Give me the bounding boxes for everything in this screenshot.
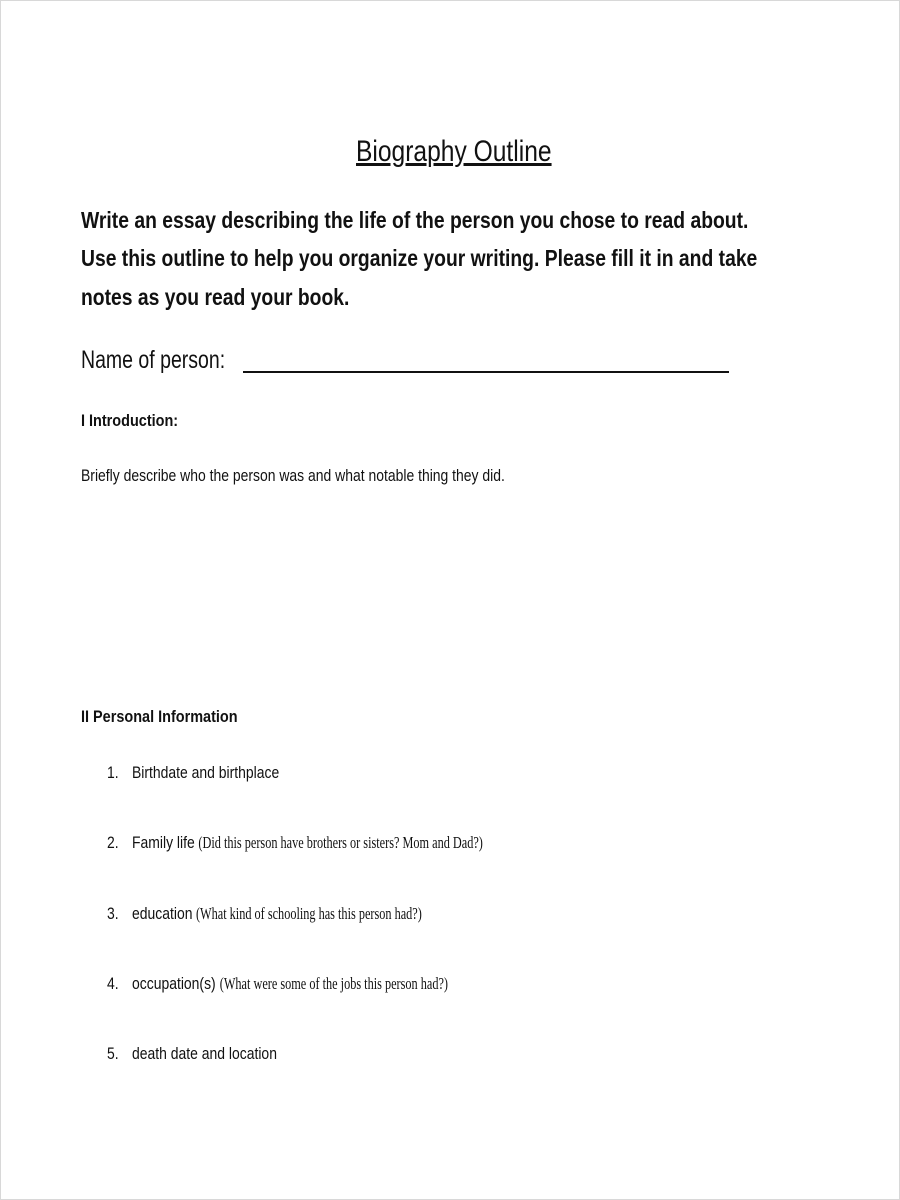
list-item: [132, 1044, 277, 1064]
list-number: 5.: [107, 1044, 119, 1063]
item-label: death date and location: [132, 1044, 277, 1063]
list-number: 3.: [107, 904, 119, 923]
list-item: [132, 833, 522, 853]
list-number: 4.: [107, 974, 119, 993]
instructions-line-2: Use this outline to help you organize your writing. Please fill it in and take: [81, 245, 758, 271]
page-title: Biography Outline: [356, 135, 552, 168]
name-blank-line[interactable]: [243, 371, 729, 373]
list-number: 1.: [107, 763, 119, 782]
item-note: (What were some of the jobs this person had?): [219, 974, 448, 993]
name-label: Name of person:: [81, 346, 226, 374]
item-label: occupation(s): [132, 974, 216, 993]
introduction-prompt: Briefly describe who the person was and what notable thing they did.: [81, 466, 505, 485]
list-number: 2.: [107, 833, 119, 852]
instructions-line-3: notes as you read your book.: [81, 284, 350, 310]
list-item: [132, 904, 453, 924]
instructions-line-1: Write an essay describing the life of the person you chose to read about.: [81, 207, 749, 233]
section-heading-introduction: I Introduction:: [81, 411, 179, 430]
item-note: (Did this person have brothers or sisters? Mom and Dad?): [198, 833, 484, 852]
list-item: [132, 974, 479, 994]
item-note: (What kind of schooling has this person had?): [196, 904, 423, 923]
item-label: education: [132, 904, 193, 923]
section-heading-personal-information: II Personal Information: [81, 707, 238, 726]
item-label: Birthdate and birthplace: [132, 763, 280, 782]
list-item: [132, 763, 279, 783]
item-label: Family life: [132, 833, 195, 852]
